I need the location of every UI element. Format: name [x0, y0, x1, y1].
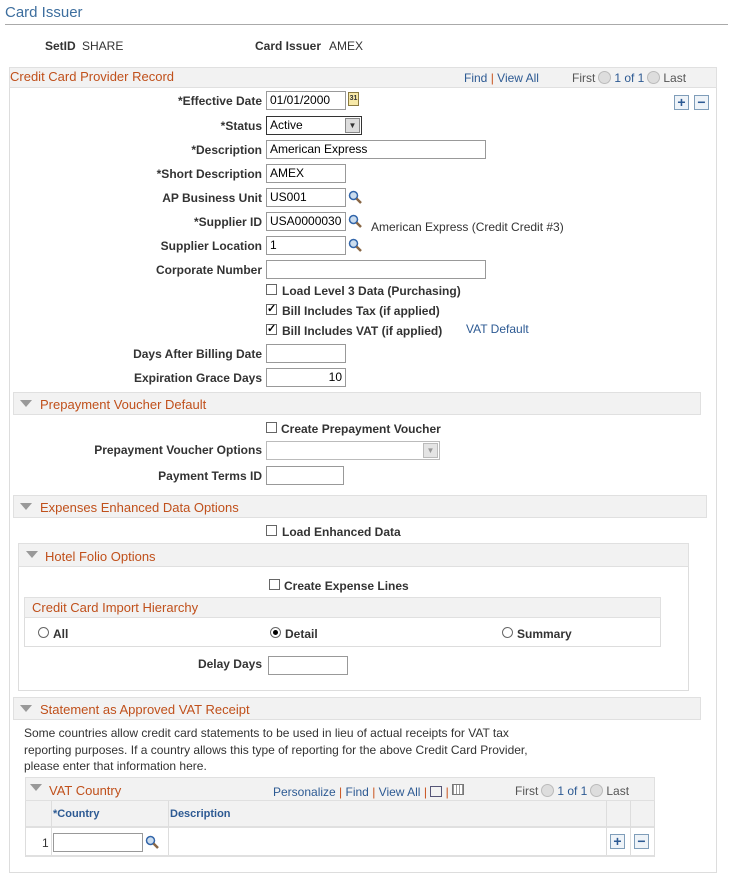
- load-enhanced-label: Load Enhanced Data: [282, 525, 401, 539]
- effective-date-label: *Effective Date: [177, 94, 262, 108]
- payment-terms-label: Payment Terms ID: [158, 469, 262, 483]
- view-all-link[interactable]: View All: [497, 71, 539, 85]
- load-enhanced-checkbox[interactable]: [266, 525, 277, 536]
- radio-detail-label: Detail: [285, 627, 318, 641]
- ap-business-unit-label: AP Business Unit: [162, 191, 262, 205]
- chevron-down-icon[interactable]: ▼: [345, 118, 360, 133]
- first-link[interactable]: First: [572, 71, 596, 85]
- first-link[interactable]: First: [515, 784, 539, 798]
- description-column-header[interactable]: Description: [170, 808, 231, 820]
- description-label: *Description: [191, 143, 262, 157]
- short-description-label: *Short Description: [156, 167, 262, 181]
- status-value: Active: [270, 118, 303, 132]
- country-column-header[interactable]: *Country: [53, 808, 100, 820]
- create-expense-lines-label: Create Expense Lines: [284, 579, 409, 593]
- create-prepayment-checkbox[interactable]: [266, 422, 277, 433]
- description-input[interactable]: American Express: [266, 140, 486, 159]
- next-icon[interactable]: [647, 71, 660, 84]
- download-grid-icon[interactable]: [452, 784, 464, 795]
- grid-nav: Personalize | Find | View All | |: [273, 784, 464, 799]
- column-divider: [51, 801, 52, 856]
- supplier-id-label: *Supplier ID: [193, 215, 262, 229]
- title-divider: [5, 24, 728, 25]
- previous-icon[interactable]: [598, 71, 611, 84]
- radio-all-label: All: [53, 627, 69, 641]
- vat-section-title[interactable]: Statement as Approved VAT Receipt: [40, 702, 250, 717]
- find-link[interactable]: Find: [464, 71, 488, 85]
- vat-grid-title: VAT Country: [49, 783, 122, 798]
- create-expense-lines-checkbox[interactable]: [269, 579, 280, 590]
- setid-label: SetID: [45, 39, 76, 53]
- vat-default-link[interactable]: VAT Default: [466, 322, 529, 336]
- expiration-grace-label: Expiration Grace Days: [133, 371, 262, 385]
- supplier-name: American Express (Credit Credit #3): [371, 220, 564, 234]
- collapse-icon[interactable]: [30, 784, 42, 791]
- delay-days-input[interactable]: [268, 656, 348, 675]
- last-link[interactable]: Last: [663, 71, 687, 85]
- supplier-id-input[interactable]: USA0000030: [266, 212, 346, 231]
- search-icon[interactable]: [145, 835, 159, 849]
- vat-text-line: Some countries allow credit card statements to be used in lieu of actual receipts for VAT tax: [24, 726, 509, 740]
- grid-bottom-border: [26, 855, 654, 857]
- search-icon[interactable]: [348, 214, 362, 228]
- effective-date-input[interactable]: 01/01/2000: [266, 91, 346, 110]
- column-divider: [168, 801, 169, 856]
- record-pager: [572, 71, 686, 85]
- personalize-link[interactable]: Personalize: [273, 785, 336, 799]
- create-prepayment-label: Create Prepayment Voucher: [281, 422, 441, 436]
- expiration-grace-input[interactable]: 10: [266, 368, 346, 387]
- page-title: Card Issuer: [5, 4, 83, 21]
- collapse-icon[interactable]: [20, 503, 32, 510]
- prepayment-options-select[interactable]: [266, 441, 440, 460]
- setid-value: SHARE: [82, 39, 124, 53]
- bill-vat-label: Bill Includes VAT (if applied): [282, 324, 443, 338]
- provider-record-title: Credit Card Provider Record: [10, 69, 175, 84]
- vat-text-line: reporting purposes. If a country allows this type of reporting for the above Credit Card Provider,: [24, 742, 528, 757]
- delete-row-button[interactable]: −: [694, 95, 709, 110]
- column-divider: [630, 801, 631, 856]
- chevron-down-icon[interactable]: ▼: [423, 443, 438, 458]
- radio-summary[interactable]: [502, 627, 513, 638]
- delay-days-label: Delay Days: [197, 657, 262, 671]
- collapse-icon[interactable]: [26, 551, 38, 558]
- grid-column-header-row: [26, 801, 654, 828]
- hotel-folio-title[interactable]: Hotel Folio Options: [45, 549, 156, 564]
- short-description-input[interactable]: AMEX: [266, 164, 346, 183]
- bill-tax-checkbox[interactable]: ✓: [267, 303, 277, 315]
- collapse-icon[interactable]: [20, 705, 32, 712]
- new-window-icon[interactable]: [430, 786, 442, 797]
- collapse-icon[interactable]: [20, 400, 32, 407]
- vat-text-line: please enter that information here.: [24, 759, 207, 773]
- status-label: *Status: [220, 119, 262, 133]
- radio-detail[interactable]: [270, 627, 281, 638]
- payment-terms-input[interactable]: [266, 466, 344, 485]
- row-number: 1: [42, 836, 49, 850]
- days-after-billing-label: Days After Billing Date: [133, 347, 262, 361]
- days-after-billing-input[interactable]: [266, 344, 346, 363]
- search-icon[interactable]: [348, 190, 362, 204]
- add-row-button[interactable]: +: [610, 834, 625, 849]
- delete-row-button[interactable]: −: [634, 834, 649, 849]
- record-nav: Find | View All: [464, 71, 539, 85]
- view-all-link[interactable]: View All: [378, 785, 421, 799]
- previous-icon[interactable]: [541, 784, 554, 797]
- prepayment-options-label: Prepayment Voucher Options: [94, 443, 262, 457]
- grid-pager: [515, 784, 629, 798]
- vat-description: [24, 725, 528, 775]
- expenses-section-title[interactable]: Expenses Enhanced Data Options: [40, 500, 239, 515]
- supplier-location-label: Supplier Location: [160, 239, 262, 253]
- record-count: 1 of 1: [614, 71, 645, 85]
- add-row-button[interactable]: +: [674, 95, 689, 110]
- supplier-location-input[interactable]: 1: [266, 236, 346, 255]
- card-issuer-label: Card Issuer: [255, 39, 322, 53]
- column-divider: [606, 801, 607, 856]
- country-input[interactable]: [53, 833, 143, 852]
- search-icon[interactable]: [348, 238, 362, 252]
- load-level3-label: Load Level 3 Data (Purchasing): [282, 284, 461, 298]
- bill-tax-label: Bill Includes Tax (if applied): [282, 304, 440, 318]
- prepayment-section-title[interactable]: Prepayment Voucher Default: [40, 397, 207, 412]
- radio-all[interactable]: [38, 627, 49, 638]
- corporate-number-input[interactable]: [266, 260, 486, 279]
- bill-vat-checkbox[interactable]: ✓: [267, 323, 277, 335]
- find-link[interactable]: Find: [345, 785, 369, 799]
- grid-count: 1 of 1: [557, 784, 588, 798]
- last-link[interactable]: Last: [606, 784, 630, 798]
- load-level3-checkbox[interactable]: [266, 284, 277, 295]
- radio-summary-label: Summary: [517, 627, 572, 641]
- import-hierarchy-title: Credit Card Import Hierarchy: [32, 600, 199, 615]
- next-icon[interactable]: [590, 784, 603, 797]
- ap-business-unit-input[interactable]: US001: [266, 188, 346, 207]
- calendar-icon[interactable]: 31: [348, 92, 359, 106]
- corporate-number-label: Corporate Number: [155, 263, 262, 277]
- card-issuer-value: AMEX: [329, 39, 364, 53]
